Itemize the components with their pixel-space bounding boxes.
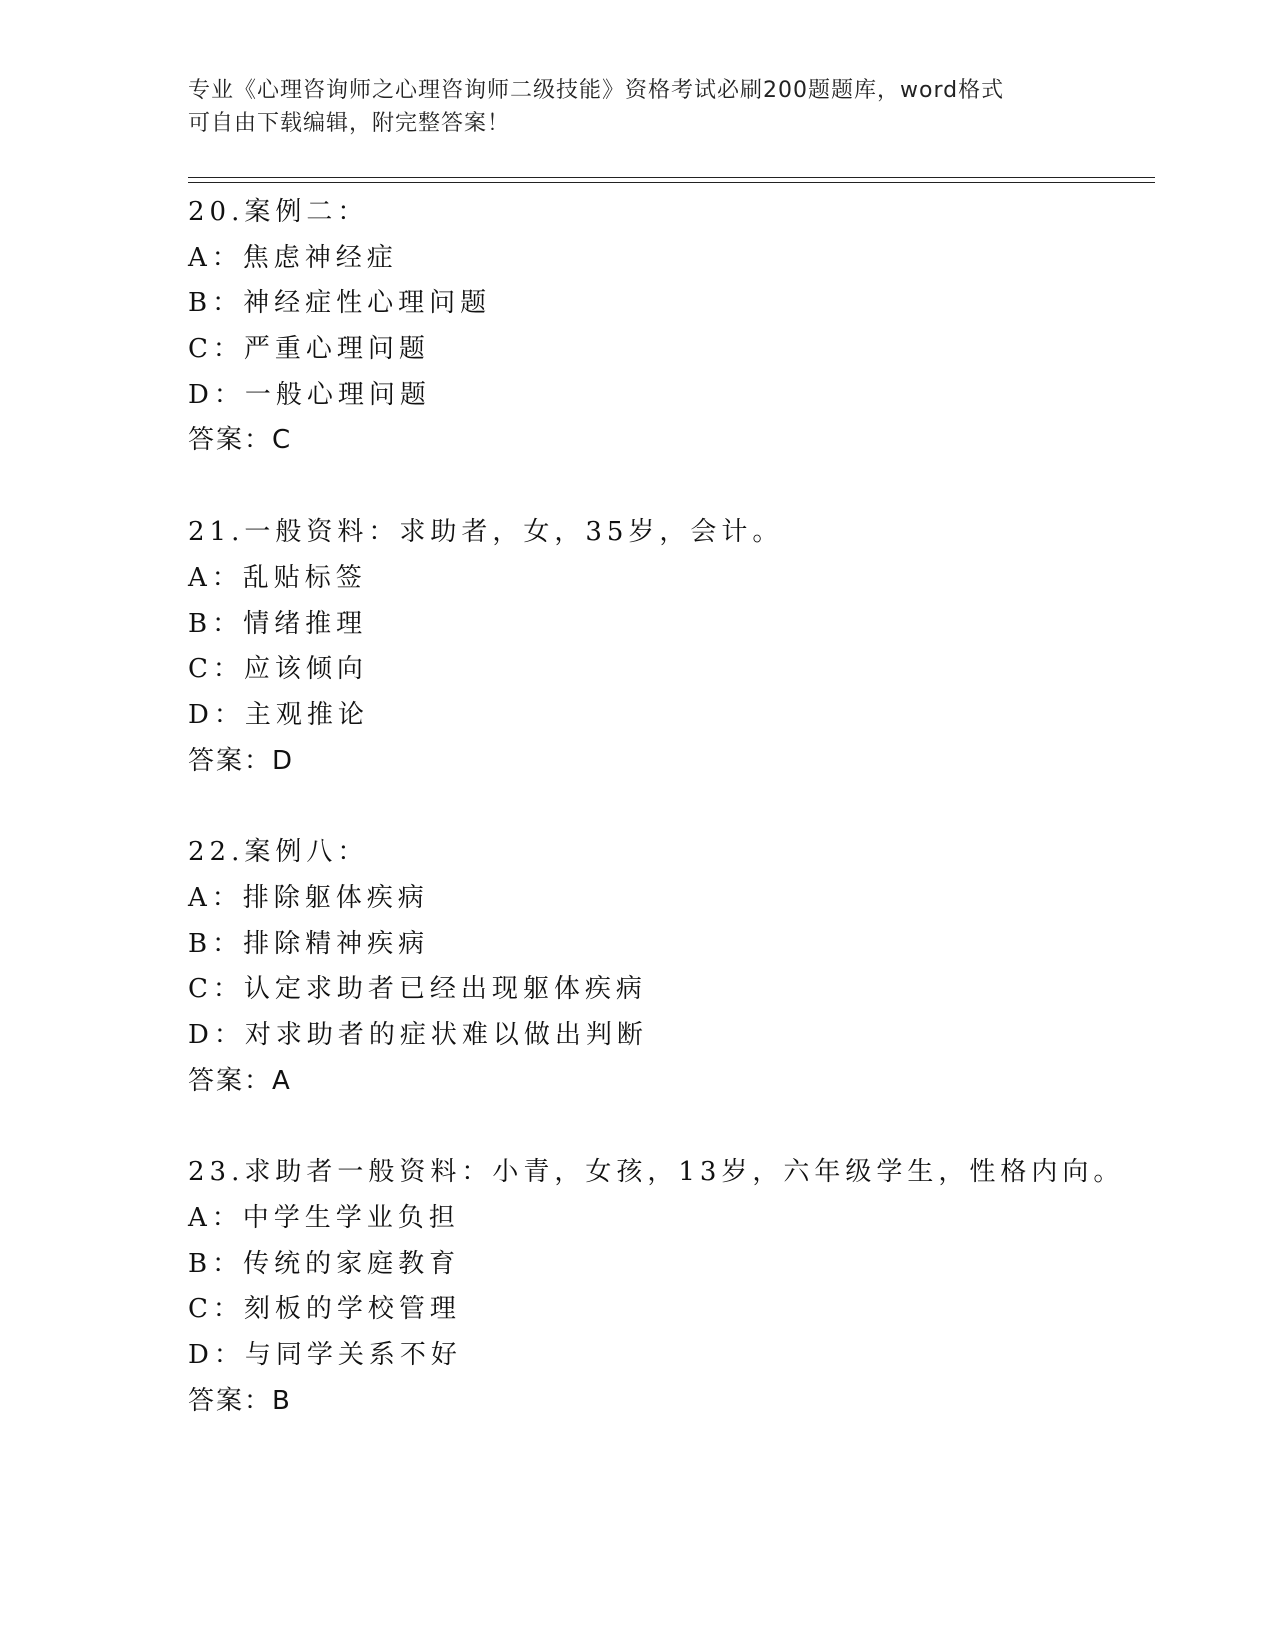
option-b: B：情绪推理 — [188, 608, 368, 639]
answer: 答案：A — [188, 1065, 292, 1096]
answer: 答案：B — [188, 1385, 292, 1416]
question-23 — [188, 1150, 1148, 1424]
question-20 — [188, 190, 1148, 464]
header-divider-bottom — [188, 182, 1155, 183]
answer: 答案：D — [188, 745, 295, 776]
question-22 — [188, 830, 1148, 1104]
option-b: B：传统的家庭教育 — [188, 1248, 461, 1279]
question-list — [188, 190, 1148, 1425]
answer: 答案：C — [188, 425, 293, 456]
option-b: B：神经症性心理问题 — [188, 288, 492, 319]
option-a: A：乱贴标签 — [188, 562, 367, 593]
question-stem: 23.求助者一般资料：小青，女孩，13岁，六年级学生，性格内向。 — [188, 1157, 1125, 1188]
option-c: C：认定求助者已经出现躯体疾病 — [188, 974, 647, 1005]
option-d: D：与同学关系不好 — [188, 1340, 462, 1371]
option-c: C：应该倾向 — [188, 654, 368, 685]
option-d: D：主观推论 — [188, 699, 369, 730]
document-header — [188, 74, 1088, 140]
option-a: A：排除躯体疾病 — [188, 882, 429, 913]
option-d: D：对求助者的症状难以做出判断 — [188, 1020, 648, 1050]
option-a: A：焦虑神经症 — [188, 242, 398, 273]
option-c: C：刻板的学校管理 — [188, 1294, 461, 1325]
header-divider-top — [188, 177, 1155, 178]
question-stem: 21.一般资料：求助者，女，35岁，会计。 — [188, 517, 784, 548]
option-a: A：中学生学业负担 — [188, 1203, 460, 1234]
option-b: B：排除精神疾病 — [188, 928, 430, 959]
option-d: D：一般心理问题 — [188, 379, 431, 410]
question-21 — [188, 510, 1148, 784]
question-stem: 20.案例二： — [188, 197, 369, 227]
option-c: C：严重心理问题 — [188, 334, 430, 365]
header-line-1: 专业《心理咨询师之心理咨询师二级技能》资格考试必刷200题题库，word格式 — [188, 78, 1005, 103]
header-line-2: 可自由下载编辑，附完整答案！ — [188, 111, 511, 136]
question-stem: 22.案例八： — [188, 837, 369, 868]
